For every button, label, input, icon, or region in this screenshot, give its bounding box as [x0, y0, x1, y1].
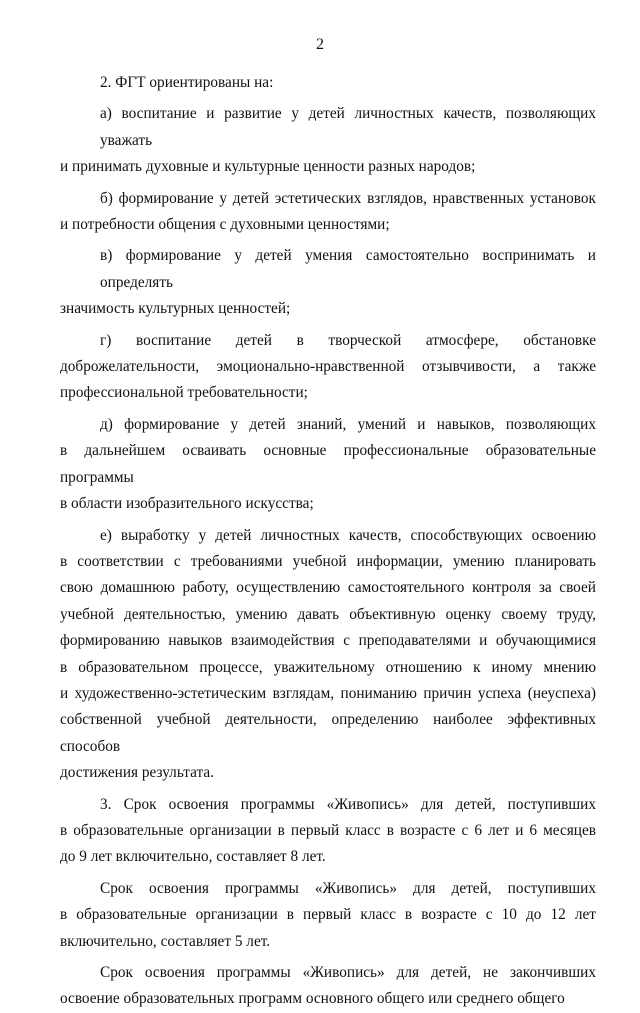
text-line: освоение образовательных программ основного общего или среднего общего [60, 990, 565, 1008]
paragraph [60, 523, 596, 787]
text-line: 2. ФГТ ориентированы на: [100, 74, 274, 91]
page-number: 2 [316, 36, 324, 53]
document-body [60, 70, 596, 1013]
text-line: доброжелательности, эмоционально-нравственной отзывчивости, а также [60, 358, 596, 376]
text-line: д) формирование у детей знаний, умений и навыков, позволяющих [100, 415, 596, 433]
text-line: Срок освоения программы «Живопись» для детей, поступивших [100, 879, 596, 897]
text-line: а) воспитание и развитие у детей личностных качеств, позволяющих уважать [100, 105, 596, 149]
text-line: 3. Срок освоения программы «Живопись» для детей, поступивших [100, 795, 596, 813]
text-line: и потребности общения с духовными ценностями; [60, 216, 390, 234]
text-line: в образовательные организации в первый класс в возрасте с 10 до 12 лет [60, 906, 596, 924]
paragraph [60, 792, 596, 871]
text-line: собственной учебной деятельности, определению наиболее эффективных способов [60, 711, 596, 755]
text-line: в соответствии с требованиями учебной информации, умению планировать [60, 552, 596, 570]
text-line: в дальнейшем осваивать основные профессиональные образовательные программы [60, 442, 596, 486]
text-line: б) формирование у детей эстетических взглядов, нравственных установок [100, 189, 596, 207]
text-line: Срок освоения программы «Живопись» для детей, не закончивших [100, 964, 596, 981]
text-line: свою домашнюю работу, осуществлению самостоятельного контроля за своей [60, 579, 596, 597]
text-line: формированию навыков взаимодействия с преподавателями и обучающимися [60, 632, 596, 650]
text-line: профессиональной требовательности; [60, 384, 308, 402]
paragraph [60, 412, 596, 518]
paragraph [60, 101, 596, 180]
paragraph [60, 960, 596, 1013]
text-line: и художественно-эстетическим взглядам, пониманию причин успеха (неуспеха) [60, 684, 596, 702]
paragraph [60, 186, 596, 239]
paragraph [60, 243, 596, 322]
text-line: достижения результата. [60, 764, 214, 782]
text-line: и принимать духовные и культурные ценности разных народов; [60, 158, 476, 176]
text-line: в области изобразительного искусства; [60, 495, 314, 513]
text-line: в образовательные организации в первый класс в возрасте с 6 лет и 6 месяцев [60, 821, 596, 839]
paragraph [60, 876, 596, 955]
text-line: в образовательном процессе, уважительному отношению к иному мнению [60, 658, 596, 676]
text-line: до 9 лет включительно, составляет 8 лет. [60, 848, 326, 866]
text-line: в) формирование у детей умения самостоятельно воспринимать и определять [100, 247, 596, 291]
text-line: е) выработку у детей личностных качеств, способствующих освоению [100, 526, 596, 544]
text-line: значимость культурных ценностей; [60, 300, 291, 318]
text-line: учебной деятельностью, умению давать объективную оценку своему труду, [60, 605, 596, 623]
paragraph [60, 328, 596, 407]
paragraph [60, 70, 596, 96]
text-line: г) воспитание детей в творческой атмосфере, обстановке [100, 331, 596, 349]
text-line: включительно, составляет 5 лет. [60, 932, 271, 950]
